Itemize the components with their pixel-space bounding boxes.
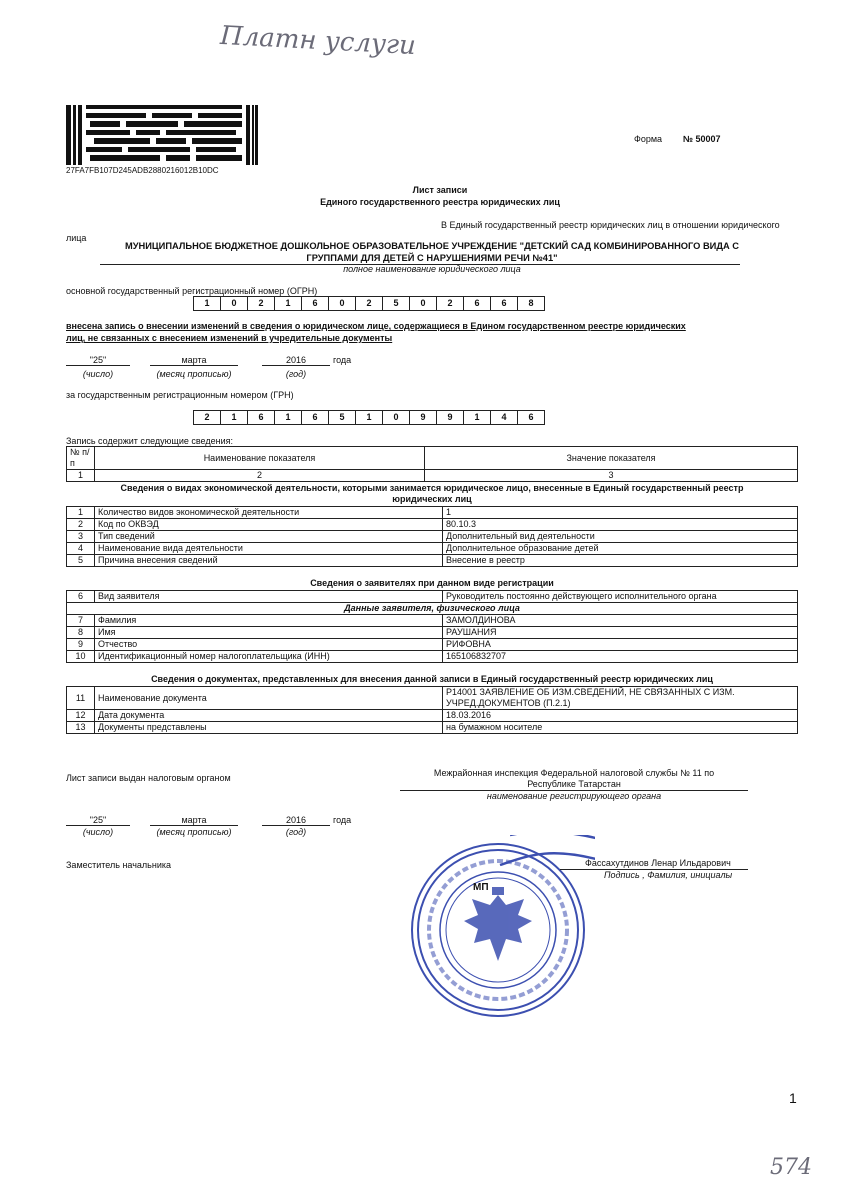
form-label: Форма <box>634 134 663 144</box>
issuer-caption: наименование регистрирующего органа <box>486 791 662 801</box>
signer-caption: Подпись , Фамилия, инициалы <box>604 870 733 880</box>
signer-name: Фассахутдинов Ленар Ильдарович <box>585 858 731 868</box>
row-name: Вид заявителя <box>95 591 443 603</box>
grn-digit: 9 <box>410 411 437 424</box>
row-number: 12 <box>67 710 95 722</box>
barcode <box>66 105 258 165</box>
row-name: Имя <box>95 627 443 639</box>
date1-cap-year: (год) <box>285 369 307 379</box>
intro-text: В Единый государственный реестр юридических лиц в отношении юридического <box>441 220 780 230</box>
grn-digit: 1 <box>275 411 302 424</box>
grn-digit: 1 <box>464 411 491 424</box>
section3-table <box>66 686 798 734</box>
grn-digit: 4 <box>491 411 518 424</box>
ogrn-digit: 0 <box>221 297 248 310</box>
row-value-multiline <box>443 687 798 710</box>
org-name-line1: МУНИЦИПАЛЬНОЕ БЮДЖЕТНОЕ ДОШКОЛЬНОЕ ОБРАЗОВАТЕЛЬНОЕ УЧРЕЖДЕНИЕ "ДЕТСКИЙ САД КОМБИНИРОВАННОГО ВИДА С <box>124 241 740 251</box>
row-name: Наименование вида деятельности <box>95 543 443 555</box>
date1-day: "25" <box>66 355 130 366</box>
table-row <box>67 687 798 710</box>
grn-digit: 6 <box>248 411 275 424</box>
handwritten-page-number: 574 <box>770 1155 812 1180</box>
date2-cap-day: (число) <box>82 827 114 837</box>
row-value-line2: УЧРЕД.ДОКУМЕНТОВ (П.2.1) <box>446 698 571 708</box>
grn-digit: 2 <box>194 411 221 424</box>
signer-position: Заместитель начальника <box>66 860 172 870</box>
intro-face: лица <box>66 233 87 243</box>
ogrn-digit: 2 <box>356 297 383 310</box>
row-number: 8 <box>67 627 95 639</box>
ogrn-digit: 5 <box>383 297 410 310</box>
row-number: 5 <box>67 555 95 567</box>
grn-digit: 1 <box>356 411 383 424</box>
seal-graphic <box>400 835 595 1020</box>
table-row <box>67 627 798 639</box>
org-name-line2: ГРУППАМИ ДЛЯ ДЕТЕЙ С НАРУШЕНИЯМИ РЕЧИ №41" <box>306 253 558 263</box>
section2-table <box>66 590 798 663</box>
row-name: Отчество <box>95 639 443 651</box>
row-value: Внесение в реестр <box>443 555 798 567</box>
row-name: Фамилия <box>95 615 443 627</box>
table-row <box>67 710 798 722</box>
ogrn-digit: 0 <box>410 297 437 310</box>
grn-digit: 1 <box>221 411 248 424</box>
date2-day: "25" <box>66 815 130 826</box>
row-value: на бумажном носителе <box>443 722 798 734</box>
section1-title-line1: Сведения о видах экономической деятельности, которыми занимается юридическое лицо, внесенные в Единый государственный реестр <box>120 483 744 493</box>
section2-title: Сведения о заявителях при данном виде регистрации <box>310 578 554 588</box>
grn-cells <box>193 410 545 425</box>
row-number: 10 <box>67 651 95 663</box>
row-name: Дата документа <box>95 710 443 722</box>
ogrn-cells <box>193 296 545 311</box>
table-row <box>67 507 798 519</box>
row-name: Идентификационный номер налогоплательщика (ИНН) <box>95 651 443 663</box>
ogrn-digit: 1 <box>194 297 221 310</box>
entry-line2: лиц, не связанных с внесением изменений в учредительные документы <box>66 333 393 343</box>
barcode-graphic <box>66 105 258 165</box>
date2-year-suffix: года <box>333 815 352 825</box>
ogrn-digit: 2 <box>248 297 275 310</box>
row-number: 3 <box>67 531 95 543</box>
ogrn-digit: 6 <box>302 297 329 310</box>
row-name: Документы представлены <box>95 722 443 734</box>
section3-title: Сведения о документах, представленных для внесения данной записи в Единый государственный реестр юридических лиц <box>151 674 713 684</box>
grn-digit: 6 <box>302 411 329 424</box>
row-name: Код по ОКВЭД <box>95 519 443 531</box>
ogrn-digit: 2 <box>437 297 464 310</box>
grn-digit: 9 <box>437 411 464 424</box>
row-value-line1: Р14001 ЗАЯВЛЕНИЕ ОБ ИЗМ.СВЕДЕНИЙ, НЕ СВЯЗАННЫХ С ИЗМ. <box>446 687 735 697</box>
row-name: Количество видов экономической деятельности <box>95 507 443 519</box>
table-row <box>67 603 798 615</box>
title-line2: Единого государственного реестра юридических лиц <box>320 197 560 207</box>
date1-year: 2016 <box>262 355 330 366</box>
mp-label: МП <box>473 882 489 893</box>
table-row <box>67 615 798 627</box>
grn-digit: 6 <box>528 412 534 422</box>
date1-cap-month: (месяц прописью) <box>156 369 232 379</box>
table-row <box>67 543 798 555</box>
row-number: 6 <box>67 591 95 603</box>
date2-year: 2016 <box>262 815 330 826</box>
row-value: ЗАМОЛДИНОВА <box>443 615 798 627</box>
row-value: РИФОВНА <box>443 639 798 651</box>
header-col-value: Значение показателя <box>425 447 798 470</box>
table-row <box>67 722 798 734</box>
row-name: Тип сведений <box>95 531 443 543</box>
title-line1: Лист записи <box>412 185 468 195</box>
issued-label: Лист записи выдан налоговым органом <box>66 773 231 783</box>
date2-cap-year: (год) <box>285 827 307 837</box>
page-number: 1 <box>789 1090 797 1106</box>
row-number: 13 <box>67 722 95 734</box>
barcode-code: 27FA7FB107D245ADB2880216012B10DC <box>66 166 219 175</box>
date1-year-suffix: года <box>333 355 352 365</box>
issuer-line2: Республике Татарстан <box>527 779 621 789</box>
contains-label: Запись содержит следующие сведения: <box>66 436 233 446</box>
section2-subtitle: Данные заявителя, физического лица <box>67 603 798 615</box>
row-value: Дополнительное образование детей <box>443 543 798 555</box>
handwritten-note: Платн услуги <box>219 20 417 62</box>
row-number: 1 <box>67 507 95 519</box>
date1-month: марта <box>150 355 238 366</box>
section1-table <box>66 506 798 567</box>
row-number: 11 <box>67 687 95 710</box>
grn-label: за государственным регистрационным номером (ГРН) <box>66 390 294 400</box>
header-col-name: Наименование показателя <box>95 447 425 470</box>
row-number: 2 <box>67 519 95 531</box>
table-row <box>67 651 798 663</box>
row-value: Руководитель постоянно действующего исполнительного органа <box>443 591 798 603</box>
row-value: РАУШАНИЯ <box>443 627 798 639</box>
ogrn-digit: 1 <box>275 297 302 310</box>
official-seal <box>400 835 595 1020</box>
ogrn-label: основной государственный регистрационный номер (ОГРН) <box>66 286 318 296</box>
grn-digit: 5 <box>329 411 356 424</box>
date2-cap-month: (месяц прописью) <box>156 827 232 837</box>
row-number: 7 <box>67 615 95 627</box>
table-row <box>67 519 798 531</box>
header-num-1: 1 <box>67 470 95 482</box>
row-number: 4 <box>67 543 95 555</box>
ogrn-digit: 6 <box>491 297 518 310</box>
form-number: № 50007 <box>683 134 721 144</box>
row-value: 80.10.3 <box>443 519 798 531</box>
row-number: 9 <box>67 639 95 651</box>
table-row <box>67 531 798 543</box>
row-name: Причина внесения сведений <box>95 555 443 567</box>
header-num-3: 3 <box>425 470 798 482</box>
row-value: Дополнительный вид деятельности <box>443 531 798 543</box>
header-table <box>66 446 798 482</box>
org-caption: полное наименование юридического лица <box>343 264 521 274</box>
table-row <box>67 639 798 651</box>
date2-month: марта <box>150 815 238 826</box>
ogrn-digit: 0 <box>329 297 356 310</box>
table-row <box>67 555 798 567</box>
grn-digit: 0 <box>383 411 410 424</box>
header-col-num: № п/п <box>67 447 95 470</box>
issuer-line1: Межрайонная инспекция Федеральной налоговой службы № 11 по <box>433 768 715 778</box>
row-value: 1 <box>443 507 798 519</box>
header-num-2: 2 <box>95 470 425 482</box>
row-name: Наименование документа <box>95 687 443 710</box>
ogrn-digit: 8 <box>528 298 534 308</box>
date1-cap-day: (число) <box>82 369 114 379</box>
row-value: 165106832707 <box>443 651 798 663</box>
entry-line1: внесена запись о внесении изменений в сведения о юридическом лице, содержащиеся в Едином государственном реестре юридических <box>66 321 686 331</box>
section1-title-line2: юридических лиц <box>392 494 472 504</box>
row-value: 18.03.2016 <box>443 710 798 722</box>
table-row <box>67 591 798 603</box>
ogrn-digit: 6 <box>464 297 491 310</box>
